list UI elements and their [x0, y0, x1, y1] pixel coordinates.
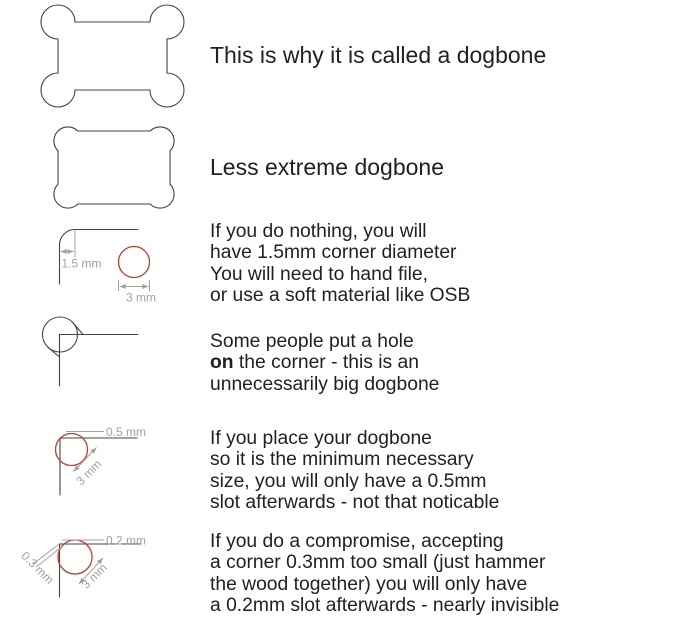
text-line: slot afterwards - not that noticable	[210, 491, 500, 513]
text-line: or use a soft material like OSB	[210, 284, 471, 306]
bold-on: on	[210, 352, 234, 374]
corner-radius-label: 1.5 mm	[61, 256, 102, 271]
less-extreme-dogbone-outline	[54, 127, 174, 208]
extreme-dogbone-diagram	[38, 0, 188, 112]
less-extreme-dogbone-diagram	[52, 122, 178, 214]
text-do-nothing	[210, 221, 470, 306]
extreme-dogbone-outline	[41, 5, 184, 107]
hole-on-corner-diagram	[38, 314, 144, 390]
text-line: a corner 0.3mm too small (just hammer	[210, 552, 546, 574]
tool-circle	[58, 540, 92, 574]
text-minimum-dogbone	[210, 428, 499, 513]
text-line-rest: the corner - this is an	[233, 352, 419, 374]
text-line: Some people put a hole	[210, 331, 414, 352]
text-line: If you do nothing, you will	[210, 221, 427, 242]
text-line	[210, 352, 439, 373]
text-line: size, you will only have a 0.5mm	[210, 470, 487, 492]
slot-width-label: 0.2 mm	[106, 533, 147, 548]
text-line: the wood together) you will only have	[210, 573, 528, 595]
tool-diameter-label: 3 mm	[78, 560, 110, 592]
text-line: unnecessarily big dogbone	[210, 373, 440, 395]
caption-less-extreme-dogbone: Less extreme dogbone	[210, 154, 444, 180]
compromise-dogbone-diagram	[15, 526, 147, 604]
text-line: a 0.2mm slot afterwards - nearly invisible	[210, 594, 560, 616]
tool-circle	[119, 247, 150, 278]
text-line: If you place your dogbone	[210, 428, 432, 449]
tool-diameter-label: 3 mm	[73, 457, 105, 489]
text-line: have 1.5mm corner diameter	[210, 242, 457, 264]
text-compromise-dogbone	[210, 531, 559, 616]
text-line: You will need to hand file,	[210, 263, 428, 285]
text-line: so it is the minimum necessary	[210, 449, 474, 471]
tool-diameter-label: 3 mm	[126, 290, 156, 305]
corner-edge	[60, 335, 139, 387]
slot-width-label: 0.5 mm	[106, 425, 147, 439]
minimum-dogbone-diagram	[48, 422, 152, 504]
text-hole-on-corner	[210, 331, 439, 395]
caption-extreme-dogbone: This is why it is called a dogbone	[210, 42, 547, 68]
text-line: If you do a compromise, accepting	[210, 531, 504, 552]
undercut-label: 0.3 mm	[18, 548, 57, 587]
corner-radius-diagram	[52, 222, 164, 306]
